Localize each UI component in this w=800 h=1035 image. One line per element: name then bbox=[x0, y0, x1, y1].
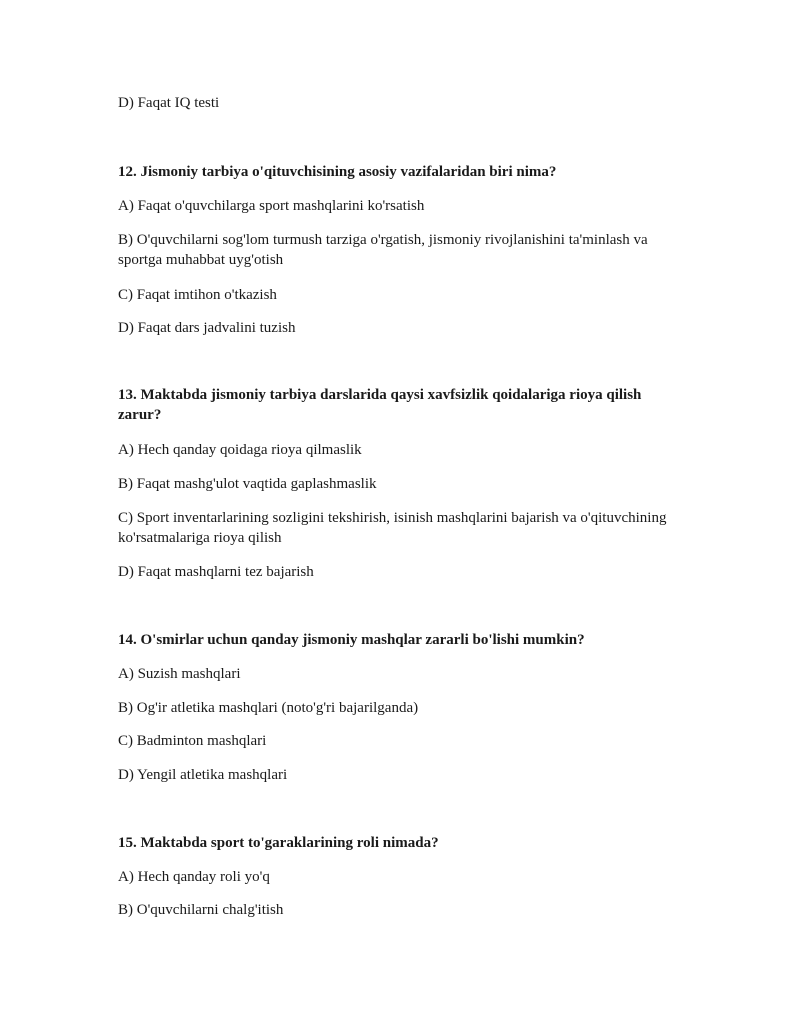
question-13-option-a: A) Hech qanday qoidaga rioya qilmaslik bbox=[118, 442, 362, 458]
prev-option-d: D) Faqat IQ testi bbox=[118, 95, 220, 111]
question-13-title: 13. Maktabda jismoniy tarbiya darslarida qaysi xavfsizlik qoidalariga rioya qilish zarur? bbox=[118, 387, 642, 423]
question-12-title: 12. Jismoniy tarbiya o'qituvchisining asosiy vazifalaridan biri nima? bbox=[118, 164, 557, 180]
question-13-option-b: B) Faqat mashg'ulot vaqtida gaplashmaslik bbox=[118, 476, 377, 492]
question-14-title: 14. O'smirlar uchun qanday jismoniy mashqlar zararli bo'lishi mumkin? bbox=[118, 632, 585, 648]
question-12-option-b: B) O'quvchilarni sog'lom turmush tarziga o'rgatish, jismoniy rivojlanishini ta'minlash va sportga muhabbat uyg'otish bbox=[118, 232, 648, 268]
question-12-option-a: A) Faqat o'quvchilarga sport mashqlarini ko'rsatish bbox=[118, 198, 425, 214]
question-12-option-c: C) Faqat imtihon o'tkazish bbox=[118, 287, 277, 303]
question-15-option-b: B) O'quvchilarni chalg'itish bbox=[118, 902, 284, 918]
question-14-option-a: A) Suzish mashqlari bbox=[118, 666, 241, 682]
question-14-option-b: B) Og'ir atletika mashqlari (noto'g'ri bajarilganda) bbox=[118, 700, 419, 716]
question-15-option-a: A) Hech qanday roli yo'q bbox=[118, 869, 270, 885]
question-15-title: 15. Maktabda sport to'garaklarining roli nimada? bbox=[118, 835, 439, 851]
question-14-option-c: C) Badminton mashqlari bbox=[118, 733, 267, 749]
question-13-option-d: D) Faqat mashqlarni tez bajarish bbox=[118, 564, 314, 580]
question-12-option-d: D) Faqat dars jadvalini tuzish bbox=[118, 320, 296, 336]
question-14-option-d: D) Yengil atletika mashqlari bbox=[118, 767, 288, 783]
question-13-option-c: C) Sport inventarlarining sozligini tekshirish, isinish mashqlarini bajarish va o'qituvchining ko'rsatmalariga rioya qilish bbox=[118, 510, 667, 546]
